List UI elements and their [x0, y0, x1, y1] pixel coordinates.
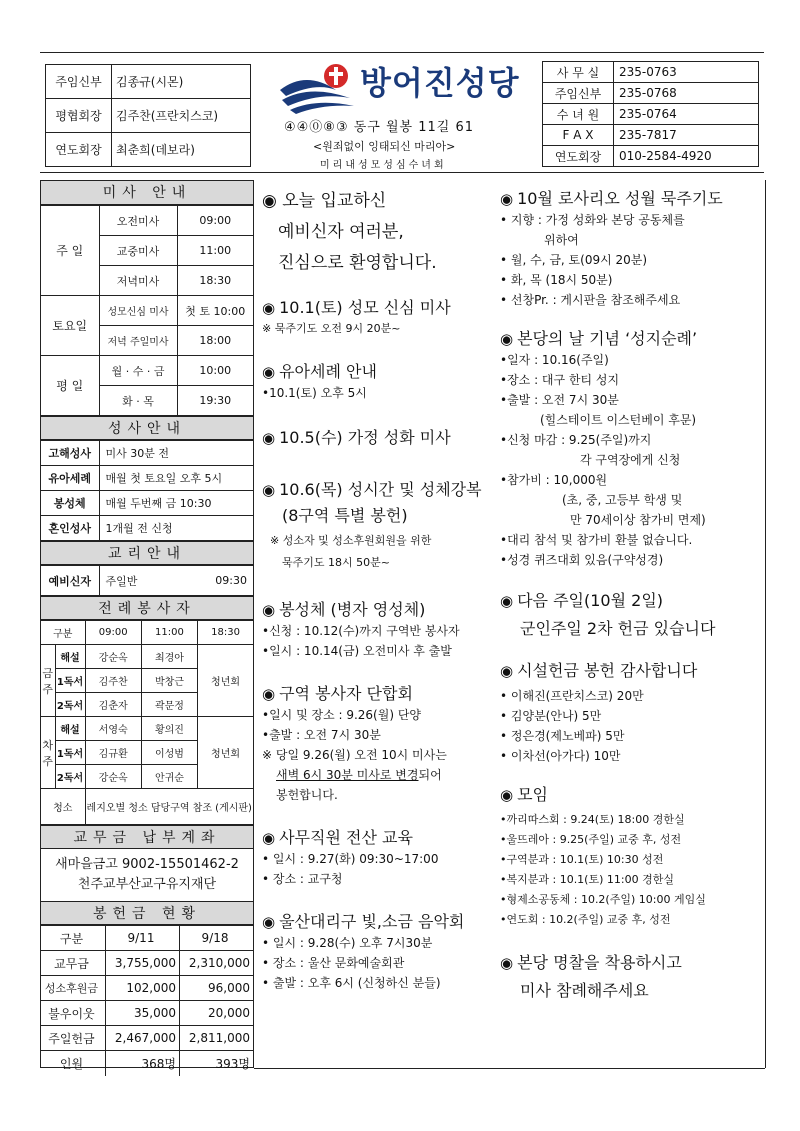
cell: 저녁미사 — [99, 266, 177, 296]
notice-heading — [262, 297, 500, 319]
address: ④④⓪⑧③ 동구 월봉 11길 61 — [284, 120, 475, 135]
cell: 10:00 — [177, 356, 253, 386]
label: 주임신부 — [46, 65, 112, 99]
cell: 김춘자 — [85, 693, 141, 717]
cell: 강순옥 — [85, 645, 141, 669]
role: 1독서 — [55, 741, 85, 765]
notice-text: 각 구역장에게 신청 — [580, 453, 681, 467]
heading-text: 구역 봉사자 단합회 — [279, 684, 413, 703]
label: 연도회장 — [46, 133, 112, 167]
notice-text: •신청 : 10.12(수)까지 구역반 봉사자 — [262, 624, 460, 638]
notice-text — [262, 765, 500, 785]
heading-text: 군인주일 2차 헌금 있습니다 — [520, 619, 716, 638]
amount: 2,310,000 — [180, 951, 254, 976]
notice-text: 묵주기도 18시 50분~ — [282, 556, 390, 569]
motto: <원죄없이 잉태되신 마리아> — [313, 140, 456, 153]
notice-heading — [500, 660, 762, 682]
notice-text: •형제소공동체 : 10.2(주일) 10:00 게임실 — [500, 893, 706, 906]
label: 성소후원금 — [41, 976, 105, 1001]
role: 해설 — [55, 717, 85, 741]
heading-text: 10.5(수) 가정 성화 미사 — [279, 428, 451, 447]
bullet-icon: ◉ — [262, 363, 276, 381]
notice-text: •장소 : 대구 한티 성지 — [500, 373, 620, 387]
heading-text: 10.6(목) 성시간 및 성체강복 — [279, 480, 482, 499]
phone: 235-7817 — [614, 125, 759, 146]
value: 김종규(시몬) — [112, 65, 251, 99]
heading-text: 사무직원 전산 교육 — [279, 828, 413, 847]
label: 청소 — [41, 789, 85, 825]
notice-text: (힐스테이트 이스턴베이 후문) — [540, 413, 697, 427]
mass-table — [41, 205, 253, 416]
label: 불우이웃 — [41, 1001, 105, 1026]
bullet-icon: ◉ — [262, 829, 276, 847]
notice-text: •10.1(토) 오후 5시 — [262, 386, 367, 400]
notice-text: 봉헌합니다. — [276, 788, 338, 802]
cell: 황의진 — [141, 717, 197, 741]
value: 레지오별 청소 담당구역 참조 (게시판) — [85, 789, 253, 825]
group: 차주 — [41, 717, 55, 789]
parish-name: 방어진성당 — [360, 64, 520, 102]
cell: 청년회 — [198, 645, 253, 717]
heading-text: 본당 명찰을 착용하시고 — [517, 953, 682, 972]
notice-text: • 정은경(제노베파) 5만 — [500, 729, 625, 743]
bottom-border — [254, 1068, 765, 1069]
cell: 18:30 — [177, 266, 253, 296]
cell: 화 · 목 — [99, 386, 177, 416]
notice-text: •참가비 : 10,000원 — [500, 473, 608, 487]
notice-text: • 화, 목 (18시 50분) — [500, 273, 613, 287]
doctrine-table — [41, 565, 253, 596]
header: 9/11 — [105, 926, 179, 951]
text: 되어 — [418, 768, 442, 782]
notice-text: •까리따스회 : 9.24(토) 18:00 경한실 — [500, 813, 685, 826]
header: 18:30 — [198, 621, 253, 645]
heading-text: (8구역 특별 봉헌) — [282, 506, 408, 525]
phone: 010-2584-4920 — [614, 146, 759, 167]
notice-text: •복지분과 : 10.1(토) 11:00 경한실 — [500, 873, 674, 886]
notice-heading — [262, 599, 500, 621]
contact-table — [542, 61, 759, 167]
cell: 19:30 — [177, 386, 253, 416]
convent-name: 미리내성모성심수녀회 — [320, 160, 447, 171]
bullet-icon: ◉ — [262, 299, 276, 317]
notice-text: •성경 퀴즈대회 있음(구약성경) — [500, 553, 664, 567]
cell: 안귀순 — [141, 765, 197, 789]
header: 구분 — [41, 926, 105, 951]
cell: 이성범 — [141, 741, 197, 765]
servers-table — [41, 620, 253, 825]
cell: 서영숙 — [85, 717, 141, 741]
label: 혼인성사 — [41, 516, 99, 541]
amount: 2,811,000 — [180, 1026, 254, 1051]
bullet-icon: ◉ — [500, 330, 514, 348]
label: 고해성사 — [41, 441, 99, 466]
amount: 393명 — [180, 1051, 254, 1076]
bullet-icon: ◉ — [500, 954, 514, 972]
notice-text: •신청 마감 : 9.25(주일)까지 — [500, 433, 652, 447]
label: 예비신자 — [41, 566, 99, 596]
sacrament-table — [41, 440, 253, 541]
cell: 성모신심 미사 — [99, 296, 177, 326]
notice-heading — [262, 479, 500, 501]
amount: 368명 — [105, 1051, 179, 1076]
header: 09:00 — [85, 621, 141, 645]
welcome-line: 오늘 입교하신 — [282, 191, 387, 211]
group: 토요일 — [41, 296, 99, 356]
group: 주 일 — [41, 206, 99, 296]
bullet-icon: ◉ — [262, 685, 276, 703]
cell: 첫 토 10:00 — [177, 296, 253, 326]
notice-text: • 출발 : 오후 6시 (신청하신 분들) — [262, 976, 441, 990]
notice-heading — [500, 188, 762, 210]
offering-title: 봉헌금 현황 — [41, 901, 253, 925]
label: 연도회장 — [543, 146, 614, 167]
bullet-icon: ◉ — [262, 913, 276, 931]
notice-text: •출발 : 오전 7시 30분 — [500, 393, 619, 407]
bullet-icon: ◉ — [500, 786, 514, 804]
notice-text: 위하여 — [544, 233, 579, 247]
amount: 96,000 — [180, 976, 254, 1001]
header: 구분 — [41, 621, 85, 645]
notice-text: • 이해진(프란치스코) 20만 — [500, 689, 644, 703]
header: 11:00 — [141, 621, 197, 645]
notice-text: • 이차선(아가다) 10만 — [500, 749, 621, 763]
amount: 3,755,000 — [105, 951, 179, 976]
cell: 청년회 — [198, 717, 253, 789]
bullet-icon: ◉ — [500, 662, 514, 680]
notice-text: •일시 및 장소 : 9.26(월) 단양 — [262, 708, 422, 722]
cell: 월 · 수 · 금 — [99, 356, 177, 386]
cell: 18:00 — [177, 326, 253, 356]
group: 금주 — [41, 645, 55, 717]
heading-text: 10.1(토) 성모 신심 미사 — [279, 298, 451, 317]
bullet-icon: ◉ — [262, 601, 276, 619]
notice-text: • 일시 : 9.27(화) 09:30~17:00 — [262, 852, 439, 866]
phone: 235-0764 — [614, 104, 759, 125]
right-column — [500, 186, 762, 1002]
heading-text: 울산대리구 빛,소금 음악회 — [279, 912, 465, 931]
notice-text: • 선창Pr. : 게시판을 참조해주세요 — [500, 293, 681, 307]
heading-text: 다음 주일(10월 2일) — [517, 591, 664, 610]
notice-text: •출발 : 오전 7시 30분 — [262, 728, 381, 742]
heading-text: 유아세례 안내 — [279, 362, 377, 381]
notice-text: • 김양분(안나) 5만 — [500, 709, 602, 723]
cell: 김규환 — [85, 741, 141, 765]
bullet-icon: ◉ — [262, 429, 276, 447]
cell: 교중미사 — [99, 236, 177, 266]
notice-text: •일시 : 10.14(금) 오전미사 후 출발 — [262, 644, 452, 658]
bullet-icon: ◉ — [500, 190, 514, 208]
notice-text: ※ 성소자 및 성소후원회원을 위한 — [270, 534, 432, 547]
notice-text: • 장소 : 교구청 — [262, 872, 343, 886]
label: F A X — [543, 125, 614, 146]
notice-text: • 월, 수, 금, 토(09시 20분) — [500, 253, 648, 267]
amount: 102,000 — [105, 976, 179, 1001]
notice-text: (초, 중, 고등부 학생 및 — [562, 493, 683, 507]
heading-text: 봉성체 (병자 영성체) — [279, 600, 426, 619]
label: 교무금 — [41, 951, 105, 976]
notice-text: 만 70세이상 참가비 면제) — [570, 513, 706, 527]
value: 매월 첫 토요일 오후 5시 — [99, 466, 253, 491]
notice-text: •대리 참석 및 참가비 환불 없습니다. — [500, 533, 693, 547]
value: 김주찬(프란치스코) — [112, 99, 251, 133]
cell: 11:00 — [177, 236, 253, 266]
notice-heading — [500, 328, 762, 350]
notice-heading — [262, 683, 500, 705]
notice-text: •일자 : 10.16(주일) — [500, 353, 609, 367]
heading-text: 10월 로사리오 성월 묵주기도 — [517, 189, 723, 208]
amount: 2,467,000 — [105, 1026, 179, 1051]
role: 2독서 — [55, 693, 85, 717]
header: 9/18 — [180, 926, 254, 951]
offering-table — [41, 925, 253, 1076]
notice-text: •구역분과 : 10.1(토) 10:30 성전 — [500, 853, 664, 866]
heading-text: 시설헌금 봉헌 감사합니다 — [517, 661, 698, 680]
middle-column — [262, 186, 500, 993]
account-info — [41, 849, 253, 901]
right-border — [765, 180, 766, 1068]
bullet-icon: ◉ — [262, 481, 276, 499]
welcome-notice — [262, 186, 500, 279]
notice-heading — [500, 784, 762, 806]
label: 평협회장 — [46, 99, 112, 133]
welcome-line: 진심으로 환영합니다. — [278, 253, 437, 273]
phone: 235-0763 — [614, 62, 759, 83]
value: 미사 30분 전 — [99, 441, 253, 466]
notice-heading — [500, 590, 762, 612]
heading-text: 모임 — [517, 785, 549, 804]
label: 주임신부 — [543, 83, 614, 104]
account-number: 새마을금고 9002-15501462-2 — [55, 857, 239, 872]
cell: 김주찬 — [85, 669, 141, 693]
notice-heading — [500, 952, 762, 974]
heading-text: 본당의 날 기념 ‘성지순례’ — [517, 329, 698, 348]
cell: 오전미사 — [99, 206, 177, 236]
notice-text: ※ 당일 9.26(월) 오전 10시 미사는 — [262, 748, 447, 762]
value: 주일반 — [99, 566, 177, 596]
bullet-icon: ◉ — [262, 191, 277, 211]
doctrine-title: 교리안내 — [41, 541, 253, 565]
cell: 곽문정 — [141, 693, 197, 717]
left-sidebar — [40, 180, 254, 1071]
notice-text: ※ 묵주기도 오전 9시 20분~ — [262, 322, 401, 335]
welcome-line: 예비신자 여러분, — [278, 222, 404, 242]
underlined-text: 새벽 6시 30분 미사로 변경 — [276, 768, 419, 782]
phone: 235-0768 — [614, 83, 759, 104]
header-staff-table — [45, 64, 251, 167]
cell: 저녁 주일미사 — [99, 326, 177, 356]
role: 2독서 — [55, 765, 85, 789]
sacrament-title: 성사안내 — [41, 416, 253, 440]
cell: 최경아 — [141, 645, 197, 669]
notice-text: • 일시 : 9.28(수) 오후 7시30분 — [262, 936, 433, 950]
notice-text: •연도회 : 10.2(주일) 교중 후, 성전 — [500, 913, 671, 926]
label: 주일헌금 — [41, 1026, 105, 1051]
cell: 09:00 — [177, 206, 253, 236]
value: 매월 두번째 금 10:30 — [99, 491, 253, 516]
account-holder: 천주교부산교구유지재단 — [77, 877, 217, 892]
notice-heading — [262, 361, 500, 383]
heading-text: 미사 참례해주세요 — [520, 981, 649, 1000]
value: 최춘희(데보라) — [112, 133, 251, 167]
account-title: 교무금 납부계좌 — [41, 825, 253, 849]
mass-title: 미사 안내 — [41, 181, 253, 205]
value: 1개월 전 신청 — [99, 516, 253, 541]
bullet-icon: ◉ — [500, 592, 514, 610]
role: 해설 — [55, 645, 85, 669]
label: 인원 — [41, 1051, 105, 1076]
amount: 20,000 — [180, 1001, 254, 1026]
cell: 박창근 — [141, 669, 197, 693]
label: 봉성체 — [41, 491, 99, 516]
label: 유아세례 — [41, 466, 99, 491]
notice-heading — [262, 827, 500, 849]
notice-text: • 지향 : 가정 성화와 본당 공동체를 — [500, 213, 685, 227]
role: 1독서 — [55, 669, 85, 693]
header-rule — [40, 172, 764, 173]
time: 09:30 — [177, 566, 253, 596]
cell: 강순옥 — [85, 765, 141, 789]
top-rule — [40, 52, 764, 53]
servers-title: 전례봉사자 — [41, 596, 253, 620]
amount: 35,000 — [105, 1001, 179, 1026]
label: 사 무 실 — [543, 62, 614, 83]
notice-text: • 장소 : 울산 문화예술회관 — [262, 956, 405, 970]
notice-heading — [262, 427, 500, 449]
church-logo-icon — [276, 60, 358, 114]
label: 수 녀 원 — [543, 104, 614, 125]
notice-text: •울뜨레아 : 9.25(주일) 교중 후, 성전 — [500, 833, 682, 846]
group: 평 일 — [41, 356, 99, 416]
notice-heading — [262, 911, 500, 933]
